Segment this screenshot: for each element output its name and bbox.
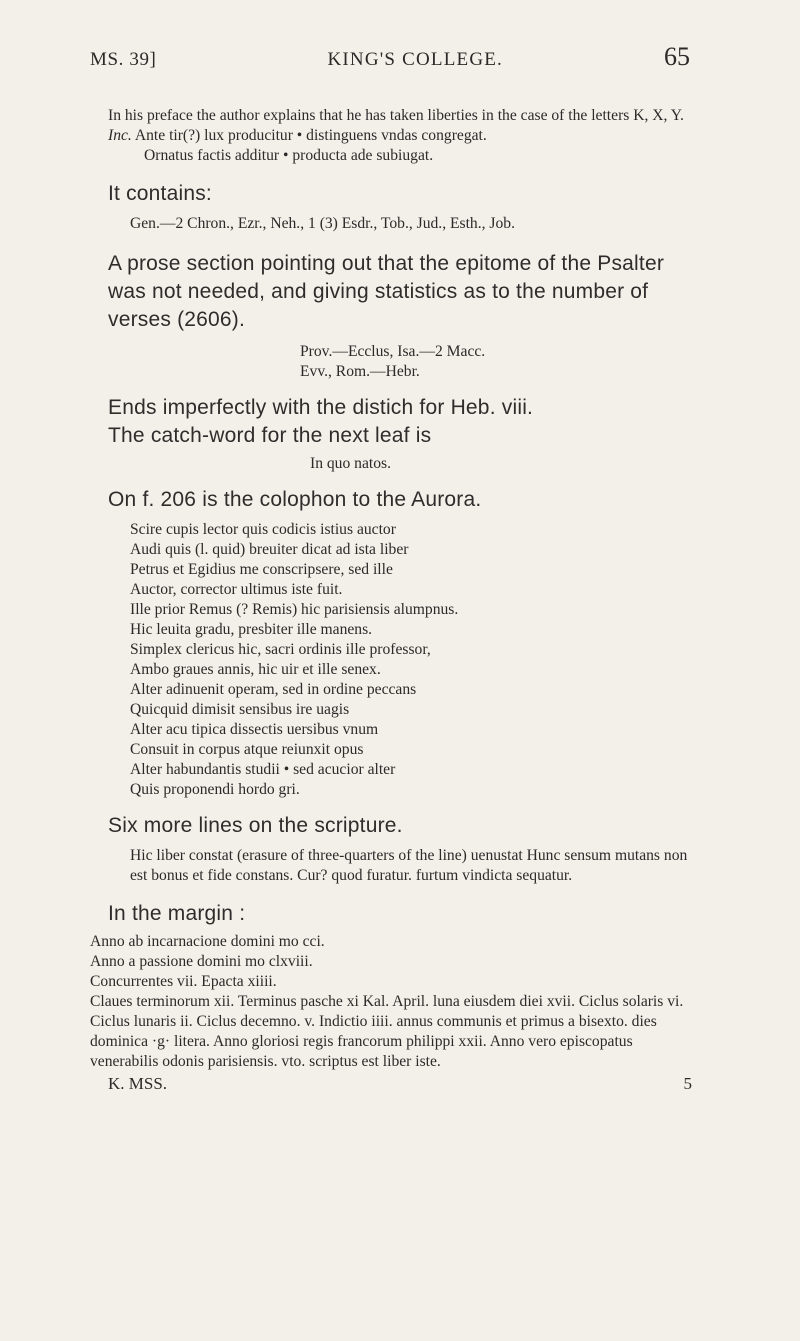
ends-line-2: The catch-word for the next leaf is <box>108 424 432 447</box>
verse-line: Alter adinuenit operam, sed in ordine peccans <box>130 681 417 698</box>
verse-line: Alter acu tipica dissectis uersibus vnum <box>130 721 379 738</box>
incipit-line-2: Ornatus factis additur • producta ade subiugat. <box>144 147 434 164</box>
page-body <box>90 106 692 1094</box>
catch-word: In quo natos. <box>310 455 391 472</box>
incipit-line-1 <box>90 126 692 146</box>
verse-line: Quis proponendi hordo gri. <box>130 781 300 798</box>
verse-line: Ille prior Remus (? Remis) hic parisiensis alumpnus. <box>130 601 459 618</box>
colophon-verse <box>90 520 692 800</box>
margin-line-2: Anno a passione domini mo clxviii. <box>90 953 313 970</box>
ends-line-1: Ends imperfectly with the distich for Heb. viii. <box>108 396 534 419</box>
six-lines-heading: Six more lines on the scripture. <box>108 814 403 837</box>
verse-line: Alter habundantis studii • sed acucior alter <box>130 761 396 778</box>
preface-note: In his preface the author explains that he has taken liberties in the case of the letters K, X, Y. <box>108 107 684 124</box>
verse-line: Scire cupis lector quis codicis istius auctor <box>130 521 396 538</box>
books-line-1: Prov.—Ecclus, Isa.—2 Macc. <box>300 343 486 360</box>
verse-line: Hic leuita gradu, presbiter ille manens. <box>130 621 373 638</box>
margin-heading: In the margin : <box>108 902 246 925</box>
prose-section-note: A prose section pointing out that the epitome of the Psalter was not needed, and giving statistics as to the number of verses (2606). <box>108 252 665 331</box>
running-header <box>90 42 690 72</box>
contains-heading: It contains: <box>108 182 212 205</box>
page-number: 65 <box>664 42 690 71</box>
verse-line: Auctor, corrector ultimus iste fuit. <box>130 581 343 598</box>
margin-paragraph: Claues terminorum xii. Terminus pasche xi Kal. April. luna eiusdem diei xvii. Ciclus solaris vi. Ciclus lunaris ii. Ciclus decemno. v. Indictio iiii. annus communis et primus a bisexto. dies dominica ·g· litera. Anno gloriosi regis francorum philippi xxii. Anno vero episcopatus venerabilis odonis parisiensis. vto. scriptus est liber iste. <box>90 993 684 1070</box>
verse-line: Consuit in corpus atque reiunxit opus <box>130 741 364 758</box>
verse-line: Quicquid dimisit sensibus ire uagis <box>130 701 350 718</box>
books-line-2: Evv., Rom.—Hebr. <box>300 363 420 380</box>
signature-number: 5 <box>683 1074 692 1093</box>
incipit-text-1: Ante tir(?) lux producitur • distinguens vndas congregat. <box>134 127 487 144</box>
signature-mark: K. MSS. <box>108 1074 168 1093</box>
verse-line: Simplex clericus hic, sacri ordinis ille professor, <box>130 641 431 658</box>
contains-list: Gen.—2 Chron., Ezr., Neh., 1 (3) Esdr., Tob., Jud., Esth., Job. <box>130 215 515 232</box>
margin-line-3: Concurrentes vii. Epacta xiiii. <box>90 973 277 990</box>
verse-line: Audi quis (l. quid) breuiter dicat ad ista liber <box>130 541 409 558</box>
colophon-heading: On f. 206 is the colophon to the Aurora. <box>108 488 482 511</box>
header-title: KING'S COLLEGE. <box>327 49 504 70</box>
six-lines-text: Hic liber constat (erasure of three-quarters of the line) uenustat Hunc sensum mutans non est bonus et fide constans. Cur? quod furatur. furtum vindicta sequatur. <box>130 847 688 884</box>
header-ms-number: MS. 39] <box>90 49 157 70</box>
verse-line: Ambo graues annis, hic uir et ille senex. <box>130 661 381 678</box>
books-list <box>90 342 692 382</box>
incipit-label: Inc. <box>108 127 132 144</box>
margin-line-1: Anno ab incarnacione domini mo cci. <box>90 933 325 950</box>
verse-line: Petrus et Egidius me conscripsere, sed ille <box>130 561 393 578</box>
page-footer <box>90 1074 692 1094</box>
